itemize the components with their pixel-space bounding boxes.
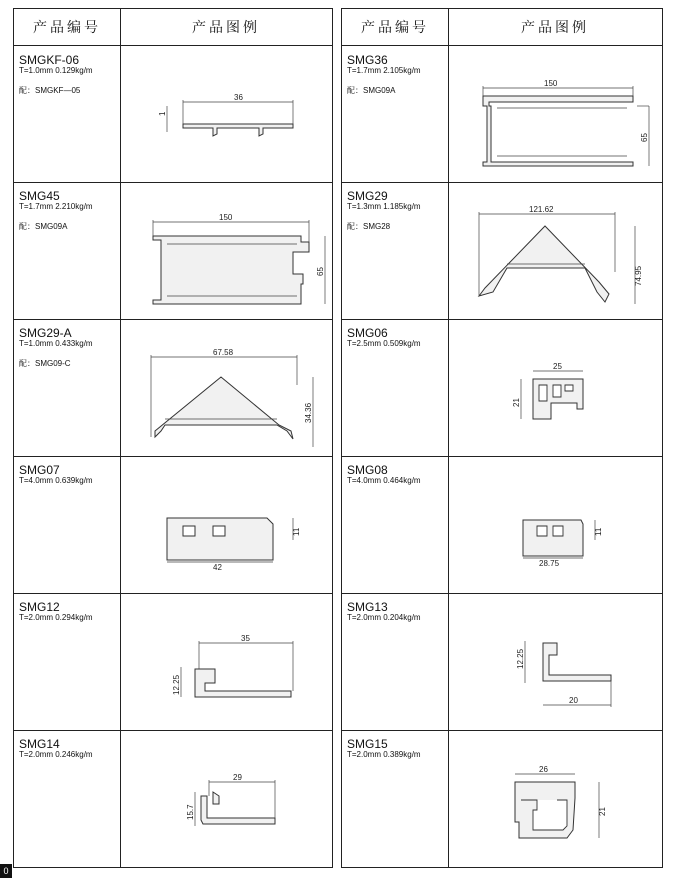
dim-label: 21 <box>512 398 521 407</box>
product-code: SMG14 <box>19 737 60 751</box>
profile-drawing <box>449 593 661 730</box>
product-code: SMG45 <box>19 189 60 203</box>
dim-label: 12.25 <box>516 648 525 669</box>
profile-drawing <box>121 593 331 730</box>
product-spec: T=1.0mm 0.433kg/m <box>19 339 93 348</box>
profile-drawing <box>449 730 661 867</box>
product-code: SMG29-A <box>19 326 72 340</box>
product-row <box>14 319 332 457</box>
product-code: SMG07 <box>19 463 60 477</box>
product-code: SMG29 <box>347 189 388 203</box>
dim-label: 25 <box>553 362 562 371</box>
dim-label: 121.62 <box>529 205 554 214</box>
product-accessory: 配：SMG09A <box>19 222 68 231</box>
product-row <box>14 593 332 731</box>
product-row <box>342 319 662 457</box>
product-spec: T=4.0mm 0.639kg/m <box>19 476 93 485</box>
product-spec: T=4.0mm 0.464kg/m <box>347 476 421 485</box>
product-accessory: 配：SMG09A <box>347 86 396 95</box>
dim-label: 35 <box>241 634 250 643</box>
profile-drawing <box>449 46 661 182</box>
profile-drawing <box>449 182 661 319</box>
product-accessory: 配：SMG28 <box>347 222 391 231</box>
dim-label: 1 <box>158 111 167 116</box>
product-row <box>342 46 662 183</box>
dim-label: 28.75 <box>539 559 560 568</box>
profile-drawing <box>121 456 331 593</box>
dim-label: 26 <box>539 765 548 774</box>
product-spec: T=2.0mm 0.389kg/m <box>347 750 421 759</box>
product-code: SMG15 <box>347 737 388 751</box>
dim-label: 34.36 <box>304 402 313 423</box>
product-code: SMG12 <box>19 600 60 614</box>
table-header <box>14 9 332 46</box>
product-code: SMG13 <box>347 600 388 614</box>
product-row <box>342 593 662 731</box>
dim-label: 12.25 <box>172 674 181 695</box>
dim-label: 36 <box>234 93 243 102</box>
product-row <box>14 46 332 183</box>
dim-label: 21 <box>598 807 607 816</box>
product-spec: T=1.3mm 1.185kg/m <box>347 202 421 211</box>
product-row <box>342 730 662 867</box>
dim-label: 29 <box>233 773 242 782</box>
product-spec: T=2.0mm 0.246kg/m <box>19 750 93 759</box>
product-code: SMG36 <box>347 53 388 67</box>
page-number: 0 <box>0 864 12 878</box>
dim-label: 42 <box>213 563 222 572</box>
product-code: SMG08 <box>347 463 388 477</box>
product-row <box>342 182 662 320</box>
catalog-table-left <box>13 8 333 868</box>
product-spec: T=1.7mm 2.210kg/m <box>19 202 93 211</box>
dim-label: 11 <box>292 527 301 536</box>
product-accessory: 配：SMGKF—05 <box>19 86 81 95</box>
product-spec: T=2.0mm 0.294kg/m <box>19 613 93 622</box>
dim-label: 65 <box>640 133 649 142</box>
dim-label: 11 <box>594 527 603 536</box>
product-row <box>342 456 662 594</box>
dim-label: 150 <box>544 79 558 88</box>
profile-drawing <box>121 46 331 182</box>
product-spec: T=1.7mm 2.105kg/m <box>347 66 421 75</box>
profile-drawing <box>121 730 331 867</box>
dim-label: 67.58 <box>213 348 234 357</box>
product-spec: T=1.0mm 0.129kg/m <box>19 66 93 75</box>
product-row <box>14 730 332 867</box>
header-code: 产品编号 <box>361 19 429 35</box>
product-row <box>14 456 332 594</box>
dim-label: 15.7 <box>186 804 195 820</box>
dim-label: 74.95 <box>634 265 643 286</box>
product-code: SMG06 <box>347 326 388 340</box>
profile-drawing <box>449 456 661 593</box>
header-figure: 产品图例 <box>521 19 589 35</box>
header-code: 产品编号 <box>33 19 101 35</box>
product-code: SMGKF-06 <box>19 53 80 67</box>
catalog-table-right <box>341 8 663 868</box>
dim-label: 65 <box>316 267 325 276</box>
product-row <box>14 182 332 320</box>
header-figure: 产品图例 <box>192 19 260 35</box>
product-accessory: 配：SMG09-C <box>19 359 71 368</box>
dim-label: 150 <box>219 213 233 222</box>
dim-label: 20 <box>569 696 578 705</box>
table-header <box>342 9 662 46</box>
product-spec: T=2.5mm 0.509kg/m <box>347 339 421 348</box>
profile-drawing <box>121 182 331 319</box>
product-spec: T=2.0mm 0.204kg/m <box>347 613 421 622</box>
profile-drawing <box>449 319 661 456</box>
profile-drawing <box>121 319 331 456</box>
